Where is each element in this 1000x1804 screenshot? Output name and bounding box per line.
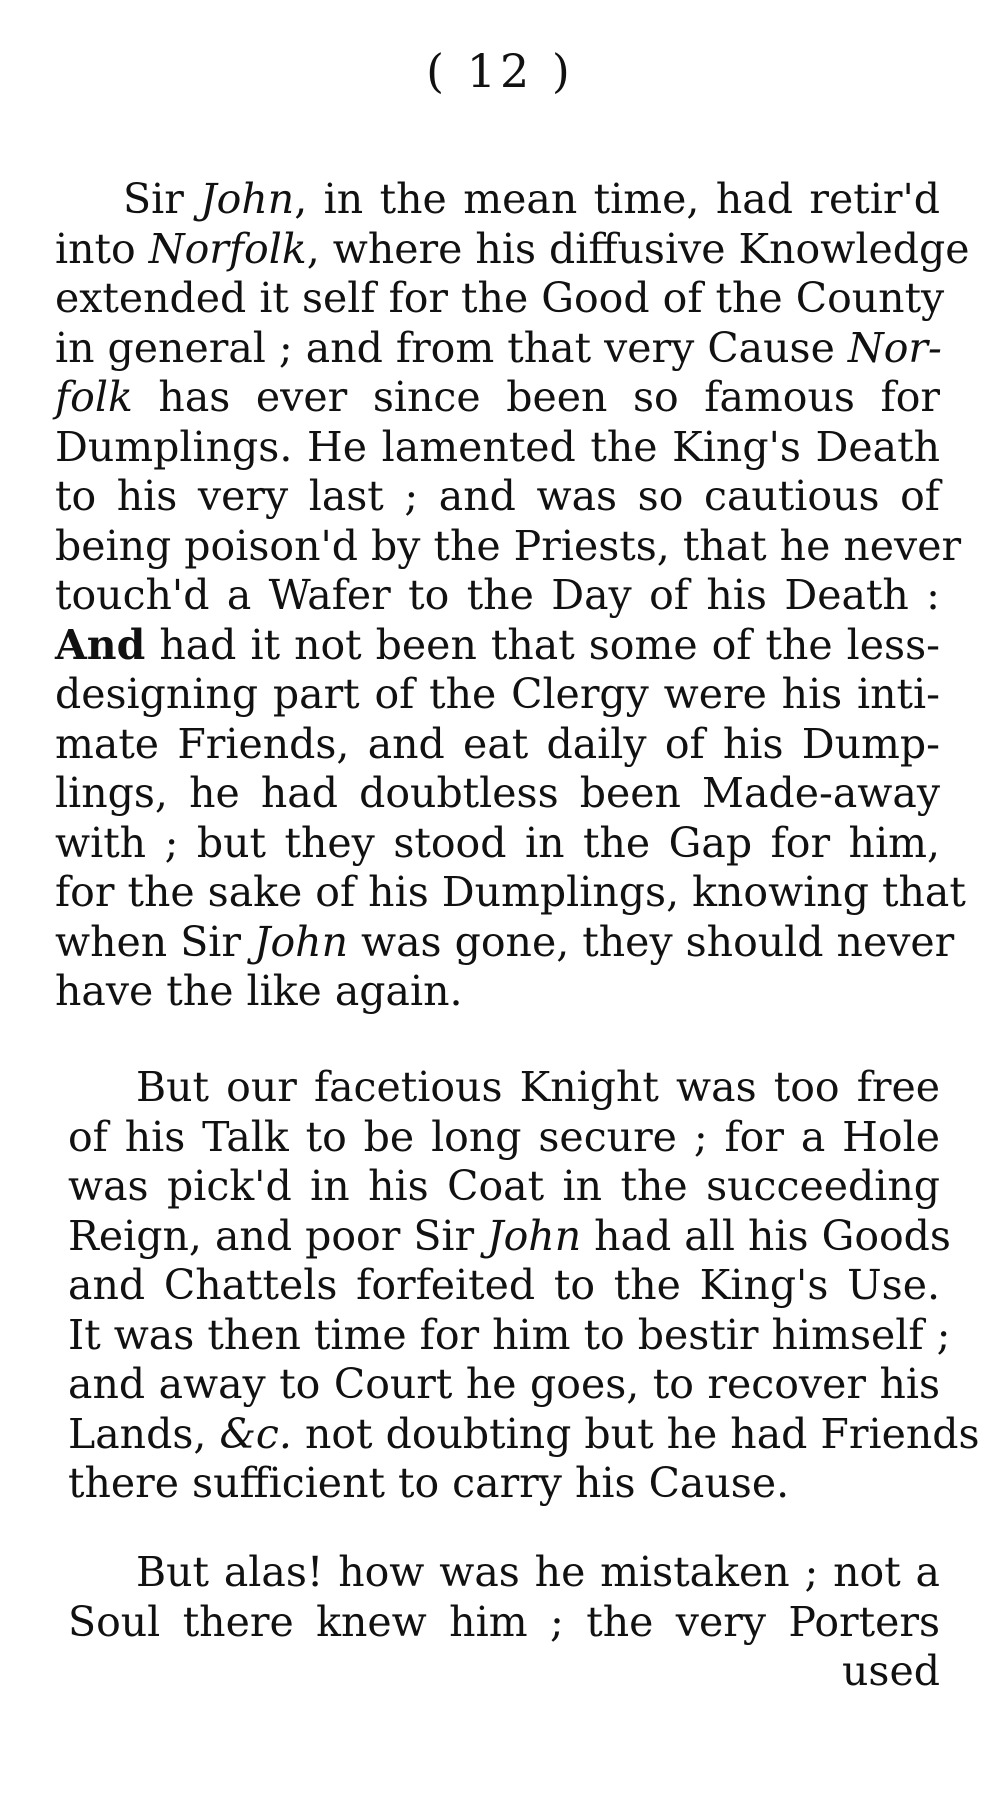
paragraph-3 bbox=[68, 1548, 940, 1697]
text-line bbox=[55, 621, 940, 671]
text-segment: for the sake of his Dumplings, knowing that bbox=[55, 868, 966, 916]
text-line bbox=[55, 423, 940, 473]
text-line bbox=[55, 373, 940, 423]
text-segment: It was then time for him to bestir himself ; bbox=[68, 1310, 951, 1359]
text-line bbox=[55, 868, 966, 918]
text-line bbox=[55, 917, 955, 968]
text-segment: not doubting but he had Friends bbox=[291, 1409, 980, 1458]
text-line bbox=[55, 769, 940, 819]
text-segment: had all his Goods bbox=[581, 1211, 951, 1260]
text-line bbox=[55, 571, 940, 621]
text-segment: there sufficient to carry his Cause. bbox=[68, 1459, 790, 1507]
text-segment: to his very last ; and was so cautious of bbox=[55, 472, 940, 520]
text-segment: with ; but they stood in the Gap for him, bbox=[55, 818, 940, 867]
text-segment: Nor- bbox=[847, 323, 942, 372]
text-segment: into bbox=[55, 224, 149, 273]
text-segment: John bbox=[254, 917, 348, 966]
text-segment: But our facetious Knight was too free bbox=[136, 1063, 940, 1111]
text-segment: of his Talk to be long secure ; for a Hole bbox=[68, 1112, 940, 1161]
text-segment: Soul there knew him ; the very Porters bbox=[68, 1597, 940, 1646]
text-segment: lings, he had doubtless been Made-away bbox=[55, 769, 940, 817]
text-segment: mate Friends, and eat daily of his Dump- bbox=[55, 719, 940, 768]
text-line bbox=[68, 1261, 940, 1311]
text-segment: folk bbox=[55, 373, 133, 421]
text-line bbox=[68, 1211, 951, 1262]
text-segment: has ever since been so famous for bbox=[132, 373, 940, 421]
text-line bbox=[55, 224, 970, 275]
text-segment: have the like again. bbox=[55, 967, 463, 1015]
text-segment: , where his diffusive Knowledge bbox=[306, 224, 970, 273]
text-segment: when Sir bbox=[55, 917, 255, 966]
text-line bbox=[55, 967, 940, 1017]
text-segment: , in the mean time, had retir'd bbox=[294, 175, 940, 223]
text-segment: and Chattels forfeited to the King's Use. bbox=[68, 1261, 940, 1309]
text-line bbox=[68, 1459, 940, 1509]
text-segment: And bbox=[55, 620, 146, 669]
text-segment: designing part of the Clergy were his inti- bbox=[55, 670, 940, 718]
text-segment: had it not been that some of the less- bbox=[145, 620, 940, 669]
text-segment: John bbox=[487, 1211, 582, 1260]
text-line bbox=[68, 1360, 940, 1410]
text-segment: John bbox=[200, 175, 295, 223]
text-line bbox=[68, 1409, 980, 1460]
text-segment: was pick'd in his Coat in the succeeding bbox=[68, 1162, 940, 1210]
text-line bbox=[68, 1113, 940, 1163]
text-line bbox=[68, 1162, 940, 1212]
text-segment: being poison'd by the Priests, that he never bbox=[55, 521, 962, 570]
text-line bbox=[68, 1647, 940, 1697]
text-segment: extended it self for the Good of the County bbox=[55, 274, 945, 322]
text-segment: Sir bbox=[123, 175, 201, 223]
text-line bbox=[68, 1310, 951, 1361]
text-line bbox=[55, 819, 940, 869]
text-segment: was gone, they should never bbox=[347, 917, 955, 966]
text-line bbox=[55, 670, 940, 720]
text-segment: used bbox=[842, 1647, 940, 1695]
text-segment: and away to Court he goes, to recover his bbox=[68, 1360, 940, 1408]
text-segment: Dumplings. He lamented the King's Death bbox=[55, 422, 940, 471]
text-line bbox=[55, 720, 940, 770]
text-line bbox=[55, 521, 962, 572]
text-segment: Norfolk bbox=[148, 224, 307, 273]
text-segment: Reign, and poor Sir bbox=[68, 1211, 488, 1260]
text-line bbox=[68, 1548, 940, 1598]
text-segment: in general ; and from that very Cause bbox=[55, 323, 848, 372]
paragraph-2 bbox=[68, 1063, 980, 1509]
text-segment: &c. bbox=[219, 1409, 292, 1458]
text-line bbox=[55, 472, 940, 522]
text-line bbox=[68, 1063, 940, 1113]
text-segment: But alas! how was he mistaken ; not a bbox=[136, 1548, 940, 1596]
text-segment: Lands, bbox=[68, 1409, 220, 1458]
text-line bbox=[55, 324, 940, 374]
text-line bbox=[55, 274, 945, 324]
text-line bbox=[68, 1598, 940, 1648]
paragraph-1 bbox=[55, 175, 970, 1017]
text-line bbox=[55, 175, 940, 225]
page-number: ( 12 ) bbox=[426, 44, 574, 98]
text-segment: touch'd a Wafer to the Day of his Death : bbox=[55, 571, 940, 619]
